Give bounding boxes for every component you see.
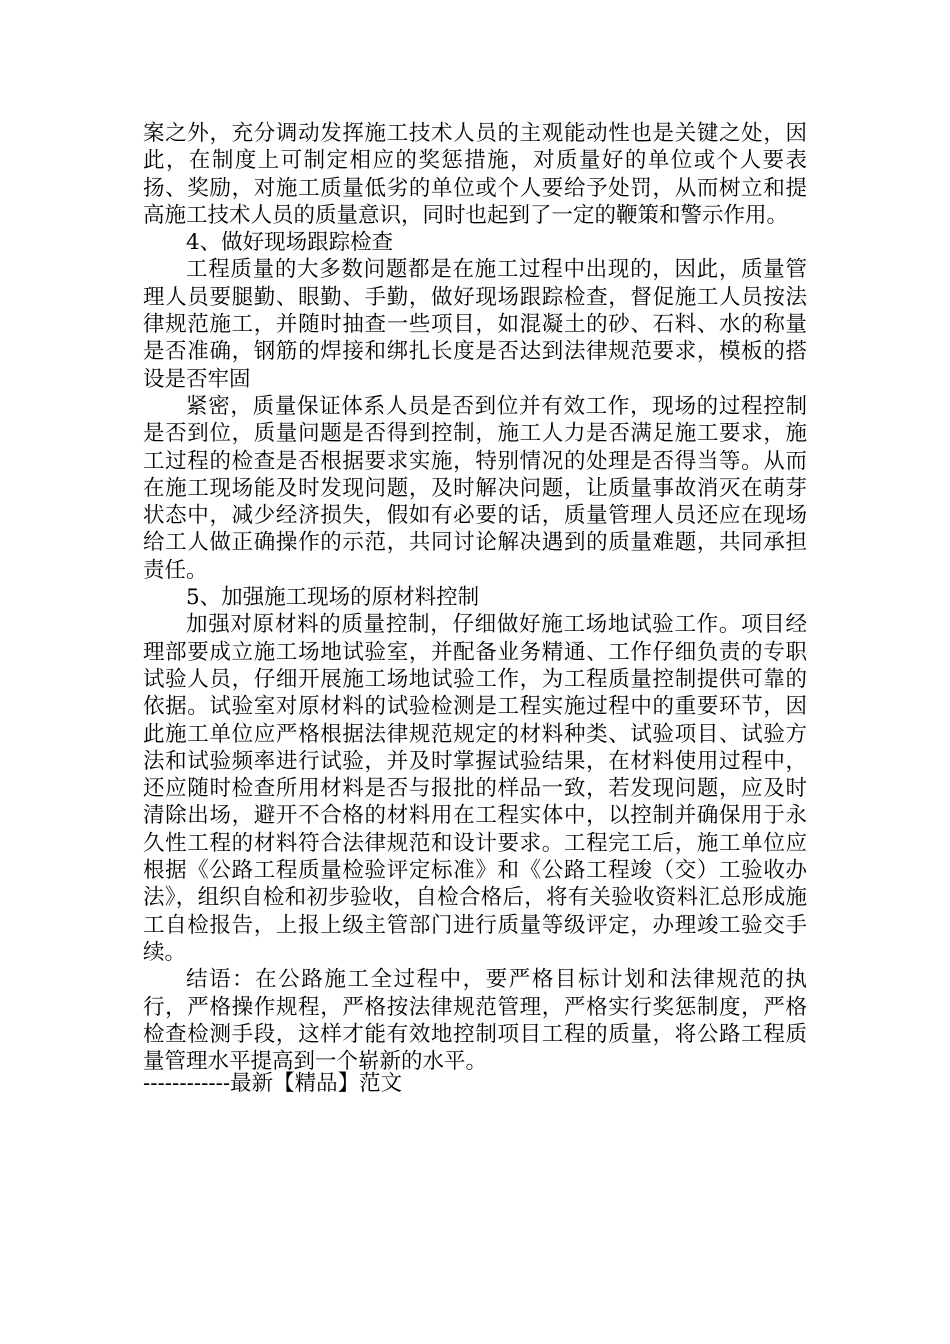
footer-text: ------------最新【精品】范文 [143, 1071, 403, 1096]
paragraph: 案之外，充分调动发挥施工技术人员的主观能动性也是关键之处，因此，在制度上可制定相应的奖惩措施，对质量好的单位或个人要表扬、奖励，对施工质量低劣的单位或个人要给予处罚，从而树立和提高施工技术人员的质量意识，同时也起到了一定的鞭策和警示作用。 [143, 121, 807, 228]
section-heading: 4、做好现场跟踪检查 [186, 230, 394, 256]
section-heading: 5、加强施工现场的原材料控制 [186, 585, 480, 611]
conclusion-paragraph: 结语：在公路施工全过程中，要严格目标计划和法律规范的执行，严格操作规程，严格按法律规范管理，严格实行奖惩制度，严格检查检测手段，这样才能有效地控制项目工程的质量，将公路工程质量管理水平提高到一个崭新的水平。 [143, 967, 807, 1075]
paragraph: 紧密，质量保证体系人员是否到位并有效工作，现场的过程控制是否到位，质量问题是否得到控制，施工人力是否满足施工要求，施工过程的检查是否根据要求实施，特别情况的处理是否得当等。从而在施工现场能及时发现问题，及时解决问题，让质量事故消灭在萌芽状态中，减少经济损失，假如有必要的话，质量管理人员还应在现场给工人做正确操作的示范，共同讨论解决遇到的质量难题，共同承担责任。 [143, 393, 807, 583]
document-body [143, 120, 807, 1075]
paragraph: 加强对原材料的质量控制，仔细做好施工场地试验工作。项目经理部要成立施工场地试验室，并配备业务精通、工作仔细负责的专职试验人员，仔细开展施工场地试验工作，为工程质量控制提供可靠的依据。试验室对原材料的试验检测是工程实施过程中的重要环节，因此施工单位应严格根据法律规范规定的材料种类、试验项目、试验方法和试验频率进行试验，并及时掌握试验结果，在材料使用过程中，还应随时检查所用材料是否与报批的样品一致，若发现问题，应及时清除出场，避开不合格的材料用在工程实体中，以控制并确保用于永久性工程的材料符合法律规范和设计要求。工程完工后，施工单位应根据《公路工程质量检验评定标准》和《公路工程竣（交）工验收办法》，组织自检和初步验收，自检合格后，将有关验收资料汇总形成施工自检报告，上报上级主管部门进行质量等级评定，办理竣工验交手续。 [143, 612, 807, 965]
paragraph: 工程质量的大多数问题都是在施工过程中出现的，因此，质量管理人员要腿勤、眼勤、手勤，做好现场跟踪检查，督促施工人员按法律规范施工，并随时抽查一些项目，如混凝土的砂、石料、水的称量是否准确，钢筋的焊接和绑扎长度是否达到法律规范要求，模板的搭设是否牢固 [143, 257, 807, 392]
